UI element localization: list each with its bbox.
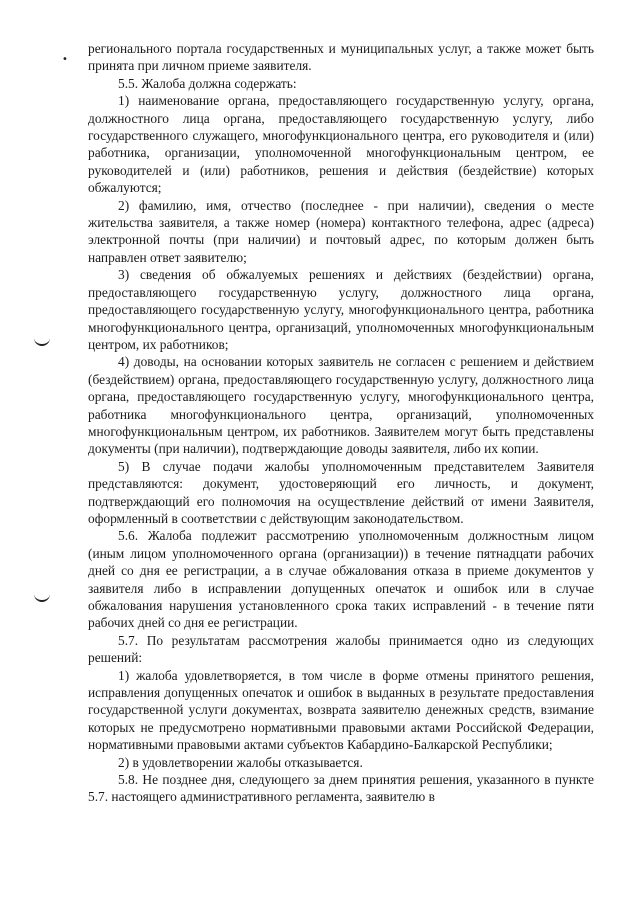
document-page xyxy=(88,40,594,806)
paragraph: 5.8. Не позднее дня, следующего за днем принятия решения, указанного в пункте 5.7. настоящего административного регламента, заявителю в xyxy=(88,772,594,805)
paragraph: 2) фамилию, имя, отчество (последнее - при наличии), сведения о месте жительства заявителя, а также номер (номера) контактного телефона, адрес (адреса) электронной почты (при наличии) и почтовый адрес, по которым должен быть направлен ответ заявителю; xyxy=(88,197,594,265)
paragraph: 5.6. Жалоба подлежит рассмотрению уполномоченным должностным лицом (иным лицом уполномоченного органа (организации)) в течение пятнадцати рабочих дней со дня ее регистрации, а в случае обжалования отказа в приеме документов у заявителя либо в исправлении допущенных опечаток и ошибок или в случае обжалования нарушения установленного срока таких исправлений - в течение пяти рабочих дней со дня ее регистрации. xyxy=(88,528,594,631)
paragraph: 4) доводы, на основании которых заявитель не согласен с решением и действием (бездействием) органа, предоставляющего государственную услугу, должностного лица органа, предоставляющего государственную услугу, многофункционального центра, работника многофункционального центра, организаций, уполномоченных многофункциональным центром, их работников. Заявителем могут быть представлены документы (при наличии), подтверждающие доводы заявителя, либо их копии. xyxy=(88,354,594,457)
paragraph: 3) сведения об обжалуемых решениях и действиях (бездействии) органа, предоставляющего государственную услугу, должностного лица органа, предоставляющего государственную услугу, многофункционального центра, работника многофункционального центра, организаций, уполномоченных многофункциональным центром, их работников; xyxy=(88,267,594,352)
margin-mark xyxy=(34,592,50,602)
margin-mark: • xyxy=(62,54,68,65)
paragraph: 1) наименование органа, предоставляющего государственную услугу, органа, должностного лица органа, предоставляющего государственную услугу, либо государственного служащего, многофункционального центра, его руководителя и (или) работника, организации, уполномоченной многофункциональным центром, ее руководителей и (или) работников, решения и действия (бездействие) которых обжалуются; xyxy=(88,93,594,196)
paragraph: 2) в удовлетворении жалобы отказывается. xyxy=(118,754,363,770)
paragraph: 1) жалоба удовлетворяется, в том числе в форме отмены принятого решения, исправления допущенных опечаток и ошибок в выданных в результате предоставления государственной услуги документах, возврата заявителю денежных средств, взимание которых не предусмотрено нормативными правовыми актами Российской Федерации, нормативными правовыми актами субъектов Кабардино-Балкарской Республики; xyxy=(88,667,594,753)
paragraph: 5.5. Жалоба должна содержать: xyxy=(118,75,297,91)
paragraph: 5) В случае подачи жалобы уполномоченным представителем Заявителя представляются: документ, удостоверяющий его личность, и документ, подтверждающий его полномочия на осуществление действий от имени Заявителя, оформленный в соответствии с действующим законодательством. xyxy=(88,458,594,526)
paragraph: 5.7. По результатам рассмотрения жалобы принимается одно из следующих решений: xyxy=(88,632,594,666)
paragraph: регионального портала государственных и муниципальных услуг, а также может быть принята при личном приеме заявителя. xyxy=(88,41,594,74)
margin-mark xyxy=(34,336,50,346)
